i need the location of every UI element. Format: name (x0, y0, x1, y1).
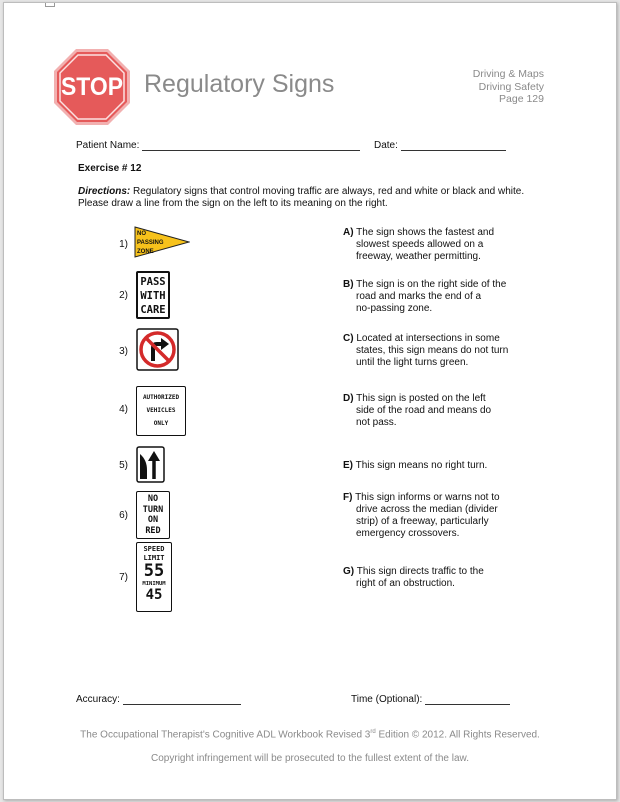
sign-line: LIMIT (143, 554, 165, 562)
answer-line: This sign means no right turn. (353, 460, 488, 471)
sign-line: ONLY (153, 420, 169, 427)
speed-min-value: 45 (145, 587, 163, 603)
accuracy-line[interactable] (123, 694, 241, 705)
sign-line: SPEED (143, 545, 165, 553)
answer-letter: C) (343, 333, 354, 344)
sign-line: TURN (142, 504, 164, 515)
answer-letter: E) (343, 460, 353, 471)
exercise-number: Exercise # 12 (78, 163, 142, 174)
answer-line: states, this sign means do not turn (356, 345, 509, 356)
answer-line: The sign is on the right side of the (356, 279, 507, 290)
copyright-notice: Copyright infringement will be prosecuted to the fullest extent of the law. (151, 753, 469, 764)
directions (78, 186, 548, 210)
patient-name-field (76, 140, 360, 151)
sign-number: 7) (119, 572, 128, 583)
answer-letter: D) (343, 393, 354, 404)
copyright-pre: The Occupational Therapist's Cognitive ADL Workbook Revised 3 (80, 729, 371, 741)
sign-number: 2) (119, 290, 128, 301)
answer-line: until the light turns green. (356, 357, 469, 368)
answer-line: This sign directs traffic to the (354, 566, 484, 577)
answer-line: right of an obstruction. (356, 578, 455, 589)
no-right-turn-sign-icon (136, 328, 179, 371)
answer-line: Located at intersections in some (356, 333, 500, 344)
sign-line: MINIMUM (142, 581, 166, 587)
answer-line: This sign is posted on the left (356, 393, 486, 404)
worksheet-page (3, 2, 617, 800)
copyright-sup: rd (370, 729, 376, 735)
sign-line: AUTHORIZED (142, 394, 180, 401)
copyright-line (4, 729, 616, 740)
sign-line: VEHICLES (146, 407, 176, 414)
sign-number: 6) (119, 510, 128, 521)
pennant-text-1: NO (137, 231, 146, 237)
speed-max-value: 55 (143, 561, 165, 581)
sign-line: CARE (140, 304, 166, 316)
date-field (374, 140, 506, 151)
answer-line: The sign shows the fastest and (356, 227, 495, 238)
header-info (473, 68, 544, 106)
date-label: Date: (374, 140, 398, 151)
pennant-text-2: PASSING (137, 240, 164, 246)
accuracy-field (76, 694, 241, 705)
date-line[interactable] (401, 140, 506, 151)
answer-line: not pass. (356, 417, 397, 428)
time-line[interactable] (425, 694, 510, 705)
answer-line: side of the road and means do (356, 405, 492, 416)
sign-line: ON (147, 515, 159, 525)
answer-b (343, 279, 518, 315)
answer-c (343, 333, 518, 369)
speed-limit-sign-icon (136, 542, 172, 612)
sign-line: WITH (140, 290, 166, 302)
answer-line: drive across the median (divider (356, 504, 498, 515)
sign-number: 3) (119, 346, 128, 357)
answer-a (343, 227, 518, 263)
answer-g (343, 566, 518, 590)
sign-line: PASS (140, 276, 166, 288)
answer-letter: B) (343, 279, 354, 290)
page-title: Regulatory Signs (144, 70, 335, 98)
sign-line: NO (147, 494, 159, 504)
sign-number: 5) (119, 460, 128, 471)
pass-with-care-sign-icon (136, 271, 170, 319)
patient-name-label: Patient Name: (76, 140, 140, 151)
directions-text: Regulatory signs that control moving traffic are always, red and white or black and white. Please draw a line from the sign on the left to its meaning on the right. (78, 186, 525, 209)
sign-line: RED (145, 525, 161, 536)
subcategory-label: Driving Safety (478, 80, 544, 93)
sign-number: 1) (119, 239, 128, 250)
patient-name-line[interactable] (142, 140, 360, 151)
answer-letter: A) (343, 227, 354, 238)
category-label: Driving & Maps (472, 68, 544, 80)
answer-e (343, 460, 518, 472)
answer-letter: F) (343, 492, 353, 503)
page-number: Page 129 (499, 93, 544, 105)
pennant-text-3: ZONE (137, 249, 154, 255)
answer-line: This sign informs or warns not to (355, 492, 500, 503)
copyright-post: Edition © 2012. All Rights Reserved. (375, 729, 540, 741)
answer-line: no-passing zone. (356, 303, 433, 314)
answer-line: emergency crossovers. (356, 528, 460, 539)
stop-sign-text: STOP (61, 73, 123, 101)
page-corner-mark (45, 3, 55, 7)
keep-right-sign-icon (136, 446, 165, 483)
no-turn-on-red-sign-icon (136, 491, 170, 539)
directions-label: Directions: (78, 186, 131, 197)
accuracy-label: Accuracy: (76, 694, 120, 705)
answer-line: slowest speeds allowed on a (356, 239, 484, 250)
answer-line: freeway, weather permitting. (356, 251, 481, 262)
answer-f (343, 492, 518, 540)
answer-d (343, 393, 518, 429)
answer-line: strip) of a freeway, particularly (356, 516, 489, 527)
answer-line: road and marks the end of a (356, 291, 482, 302)
answer-letter: G) (343, 566, 355, 577)
authorized-vehicles-sign-icon (136, 386, 186, 436)
sign-number: 4) (119, 404, 128, 415)
time-label: Time (Optional): (351, 694, 423, 705)
stop-sign-icon (52, 47, 132, 127)
no-passing-zone-pennant-icon (134, 226, 190, 258)
time-field (351, 694, 510, 705)
